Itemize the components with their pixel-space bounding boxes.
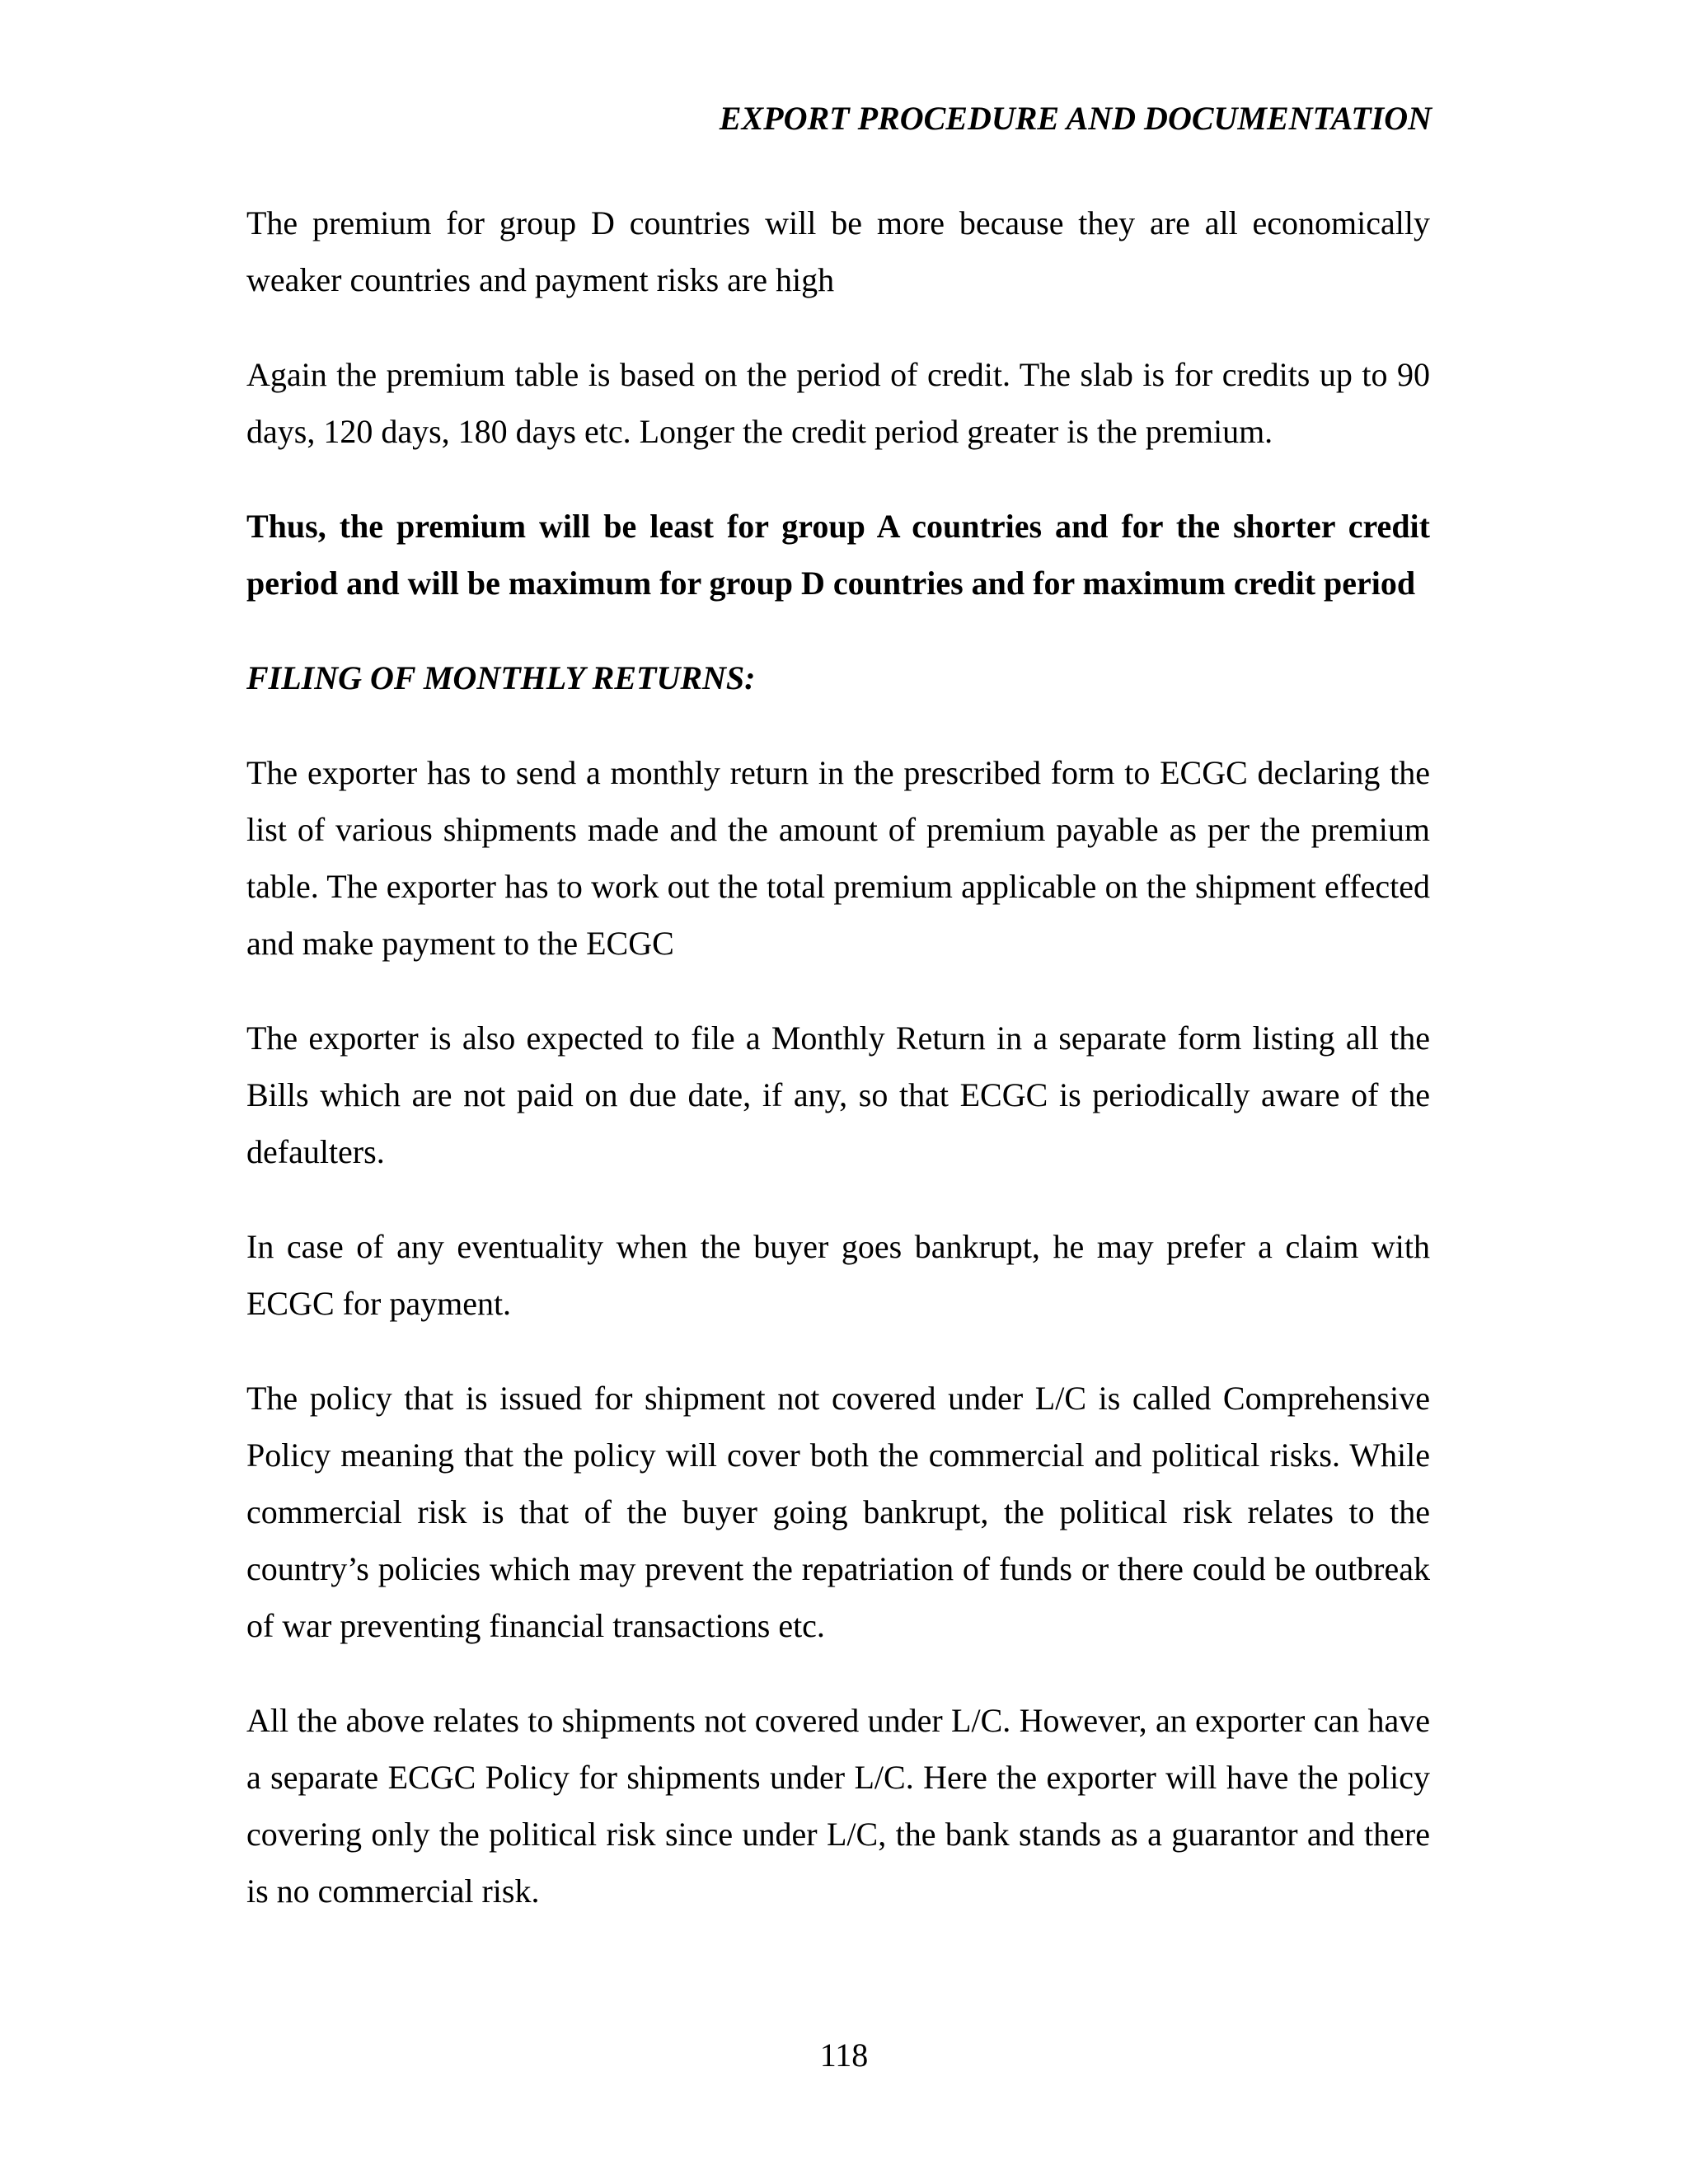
section-heading-monthly-returns: FILING OF MONTHLY RETURNS: [246, 659, 756, 696]
paragraph-lc-policy: All the above relates to shipments not covered under L/C. However, an exporter can have a separate ECGC Policy for shipments under L/C. Here the exporter will have the policy covering only the political risk since under L/C, the bank stands as a guarantor and there is no commercial risk. [246, 1702, 1430, 1910]
paragraph-monthly-return: The exporter has to send a monthly return in the prescribed form to ECGC declaring the list of various shipments made and the amount of premium payable as per the premium table. The exporter has to work out the total premium applicable on the shipment effected and make payment to the ECGC [246, 754, 1430, 962]
page-number: 118 [819, 2036, 869, 2074]
paragraph-bankruptcy-claim: In case of any eventuality when the buyer goes bankrupt, he may prefer a claim with ECGC for payment. [246, 1228, 1430, 1322]
page-content [246, 194, 1430, 1957]
paragraph-premium-summary: Thus, the premium will be least for group A countries and for the shorter credit period and will be maximum for group D countries and for maximum credit period [246, 508, 1430, 602]
paragraph-comprehensive-policy: The policy that is issued for shipment not covered under L/C is called Comprehensive Policy meaning that the policy will cover both the commercial and political risks. While commercial risk is that of the buyer going bankrupt, the political risk relates to the country’s policies which may prevent the repatriation of funds or there could be outbreak of war preventing financial transactions etc. [246, 1380, 1430, 1644]
paragraph-group-d-premium: The premium for group D countries will be more because they are all economically weaker countries and payment risks are high [246, 204, 1430, 298]
running-header: EXPORT PROCEDURE AND DOCUMENTATION [719, 100, 1432, 137]
paragraph-credit-period: Again the premium table is based on the period of credit. The slab is for credits up to 90 days, 120 days, 180 days etc. Longer the credit period greater is the premium. [246, 356, 1430, 450]
paragraph-unpaid-bills: The exporter is also expected to file a Monthly Return in a separate form listing all the Bills which are not paid on due date, if any, so that ECGC is periodically aware of the defaulters. [246, 1019, 1430, 1170]
